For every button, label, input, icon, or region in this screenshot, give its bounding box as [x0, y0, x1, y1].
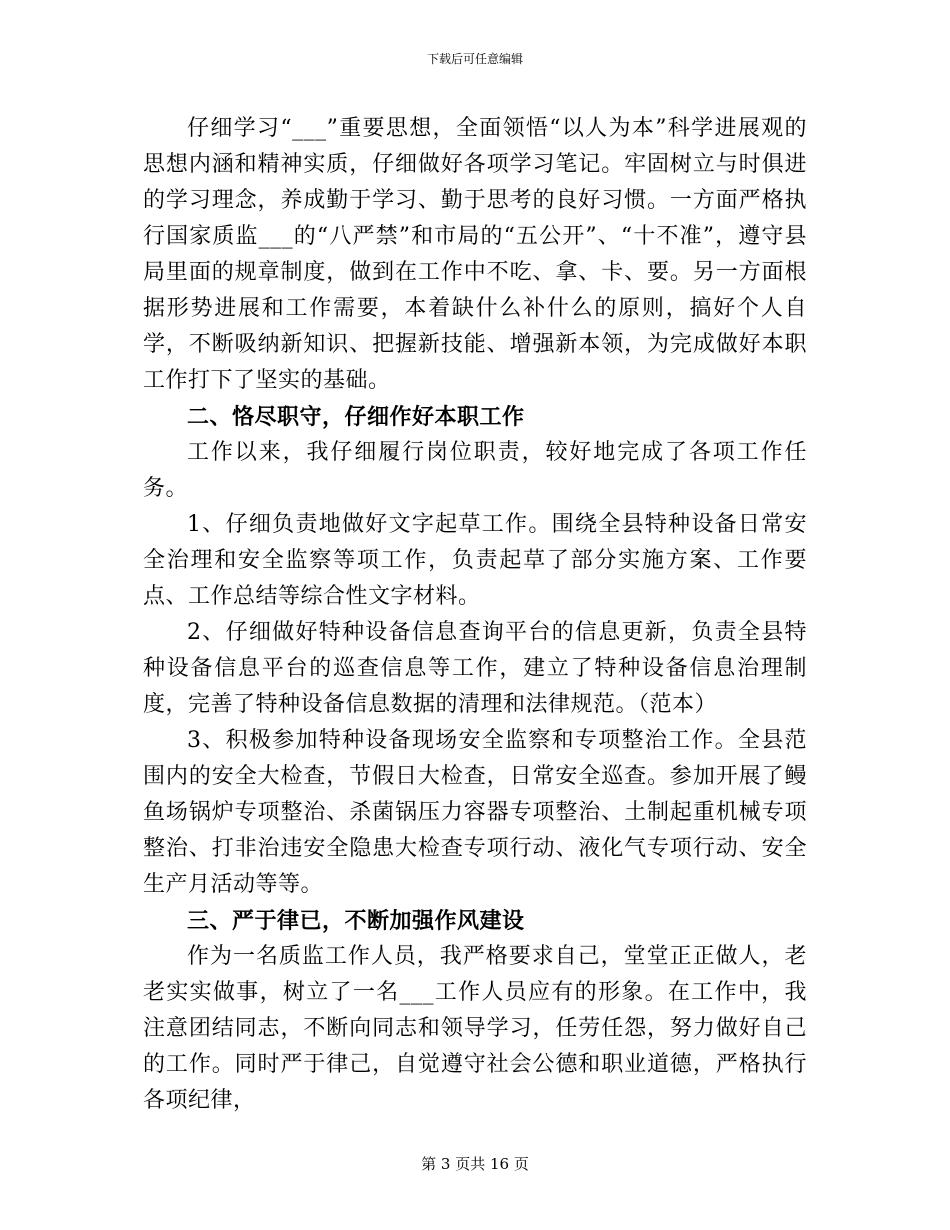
paragraph-duty-intro: 工作以来，我仔细履行岗位职责，较好地完成了各项工作任务。: [143, 440, 807, 501]
section-heading-discipline: 三、严于律已，不断加强作风建设: [187, 908, 525, 934]
paragraph-item-2: 2、仔细做好特种设备信息查询平台的信息更新，负责全县特种设备信息平台的巡查信息等工作，建立了特种设备信息治理制度，完善了特种设备信息数据的清理和法律规范。（范本）: [143, 620, 807, 717]
page-header: 下载后可任意编辑: [426, 52, 523, 66]
page-footer: 第 3 页共 16 页: [421, 1155, 529, 1173]
paragraph-item-1: 1、仔细负责地做好文字起草工作。围绕全县特种设备日常安全治理和安全监察等项工作，负责起草了部分实施方案、工作要点、工作总结等综合性文字材料。: [143, 512, 807, 609]
paragraph-study: 仔细学习“___”重要思想，全面领悟“以人为本”科学进展观的思想内涵和精神实质，仔细做好各项学习笔记。牢固树立与时俱进的学习理念，养成勤于学习、勤于思考的良好习惯。一方面严格执行国家质监___的“八严禁”和市局的“五公开”、“十不准”，遵守县局里面的规章制度，做到在工作中不吃、拿、卡、要。另一方面根据形势进展和工作需要，本着缺什么补什么的原则，搞好个人自学，不断吸纳新知识、把握新技能、增强新本领，为完成做好本职工作打下了坚实的基础。: [143, 116, 807, 393]
document-body: [143, 111, 807, 1119]
section-heading-duty: 二、恪尽职守，仔细作好本职工作: [187, 404, 525, 430]
paragraph-discipline: 作为一名质监工作人员，我严格要求自己，堂堂正正做人，老老实实做事，树立了一名___工作人员应有的形象。在工作中，我注意团结同志，不断向同志和领导学习，任劳任怨，努力做好自己的工作。同时严于律己，自觉遵守社会公德和职业道德，严格执行各项纪律，: [143, 944, 807, 1113]
paragraph-item-3: 3、积极参加特种设备现场安全监察和专项整治工作。全县范围内的安全大检查，节假日大检查，日常安全巡查。参加开展了鳗鱼场锅炉专项整治、杀菌锅压力容器专项整治、土制起重机械专项整治、打非治违安全隐患大检查专项行动、液化气专项行动、安全生产月活动等等。: [143, 728, 807, 897]
